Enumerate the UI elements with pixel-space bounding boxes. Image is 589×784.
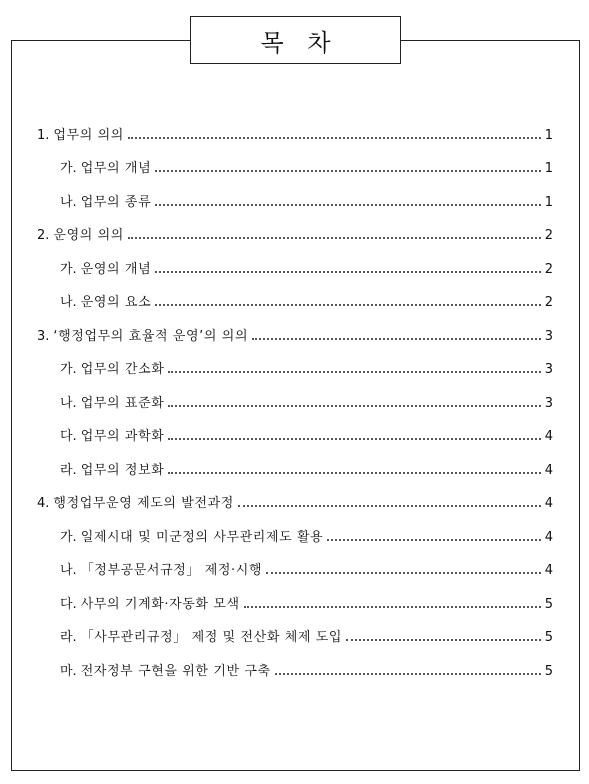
dot-leader — [252, 322, 541, 340]
dot-leader — [168, 456, 540, 474]
toc-marker: 나. — [60, 295, 77, 311]
toc-marker: 다. — [60, 429, 77, 445]
toc-entry[interactable] — [0, 287, 589, 321]
toc-marker: 라. — [60, 462, 77, 478]
toc-page-number: 4 — [544, 496, 553, 512]
toc-marker: 3. — [37, 328, 50, 344]
toc-marker: 4. — [37, 496, 50, 512]
toc-entry[interactable] — [0, 622, 589, 656]
page-title: 목 차 — [260, 28, 339, 57]
toc-page-number: 3 — [544, 362, 553, 378]
dot-leader — [168, 389, 540, 407]
dot-leader — [128, 221, 541, 239]
toc-page-number: 5 — [544, 596, 553, 612]
toc-marker: 나. — [60, 194, 77, 210]
toc-label: 운영의 의의 — [53, 228, 124, 244]
dot-leader — [238, 489, 541, 507]
toc-entry[interactable] — [0, 521, 589, 555]
toc-page-number: 4 — [544, 429, 553, 445]
toc-label: 업무의 의의 — [53, 127, 124, 143]
toc-label: 업무의 과학화 — [80, 429, 165, 445]
toc-marker: 가. — [60, 161, 77, 177]
toc-entry[interactable] — [0, 387, 589, 421]
toc-label: 사무의 기계화·자동화 모색 — [80, 596, 240, 612]
toc-page-number: 3 — [544, 395, 553, 411]
toc-page-number: 5 — [544, 630, 553, 646]
toc-entry[interactable] — [0, 588, 589, 622]
dot-leader — [155, 255, 540, 273]
toc-marker: 라. — [60, 630, 77, 646]
toc-label: 업무의 개념 — [80, 161, 152, 177]
toc-page-number: 2 — [544, 295, 553, 311]
dot-leader — [168, 355, 540, 373]
toc-label: 업무의 정보화 — [80, 462, 165, 478]
toc-page-number: 5 — [544, 663, 553, 679]
table-of-contents — [0, 119, 589, 689]
toc-label: 업무의 표준화 — [80, 395, 165, 411]
toc-page-number: 1 — [544, 161, 553, 177]
dot-leader — [155, 154, 540, 172]
title-box — [190, 16, 401, 64]
dot-leader — [275, 657, 541, 675]
toc-marker: 2. — [37, 228, 50, 244]
toc-marker: 가. — [60, 529, 77, 545]
toc-label: 행정업무운영 제도의 발전과정 — [53, 496, 234, 512]
toc-entry[interactable] — [0, 421, 589, 455]
toc-label: 업무의 간소화 — [80, 362, 165, 378]
toc-label: 일제시대 및 미군정의 사무관리제도 활용 — [80, 529, 324, 545]
toc-entry[interactable] — [0, 555, 589, 589]
dot-leader — [327, 523, 540, 541]
toc-label: 「사무관리규정」 제정 및 전산화 체제 도입 — [80, 630, 343, 646]
toc-entry[interactable] — [0, 186, 589, 220]
toc-page-number: 3 — [544, 328, 553, 344]
toc-page-number: 2 — [544, 228, 553, 244]
dot-leader — [266, 556, 541, 574]
toc-marker: 나. — [60, 395, 77, 411]
toc-label: 운영의 개념 — [80, 261, 152, 277]
toc-entry[interactable] — [0, 320, 589, 354]
dot-leader — [168, 422, 540, 440]
toc-label: 업무의 종류 — [80, 194, 152, 210]
toc-entry[interactable] — [0, 488, 589, 522]
dot-leader — [346, 623, 541, 641]
toc-page-number: 1 — [544, 194, 553, 210]
toc-page-number: 4 — [544, 563, 553, 579]
toc-page-number: 1 — [544, 127, 553, 143]
toc-label: 「정부공문서규정」 제정·시행 — [80, 563, 263, 579]
toc-entry[interactable] — [0, 454, 589, 488]
dot-leader — [155, 188, 540, 206]
dot-leader — [128, 121, 541, 139]
dot-leader — [155, 288, 540, 306]
toc-entry[interactable] — [0, 354, 589, 388]
toc-marker: 가. — [60, 261, 77, 277]
toc-page-number: 4 — [544, 529, 553, 545]
toc-entry[interactable] — [0, 153, 589, 187]
toc-entry[interactable] — [0, 655, 589, 689]
toc-marker: 마. — [60, 663, 77, 679]
toc-entry[interactable] — [0, 119, 589, 153]
toc-marker: 1. — [37, 127, 50, 143]
dot-leader — [244, 590, 541, 608]
toc-entry[interactable] — [0, 220, 589, 254]
toc-entry[interactable] — [0, 253, 589, 287]
toc-label: 운영의 요소 — [80, 295, 152, 311]
toc-label: ‘행정업무의 효율적 운영’의 의의 — [53, 328, 249, 344]
toc-page-number: 4 — [544, 462, 553, 478]
toc-marker: 나. — [60, 563, 77, 579]
toc-page-number: 2 — [544, 261, 553, 277]
toc-marker: 가. — [60, 362, 77, 378]
toc-label: 전자정부 구현을 위한 기반 구축 — [80, 663, 271, 679]
toc-marker: 다. — [60, 596, 77, 612]
